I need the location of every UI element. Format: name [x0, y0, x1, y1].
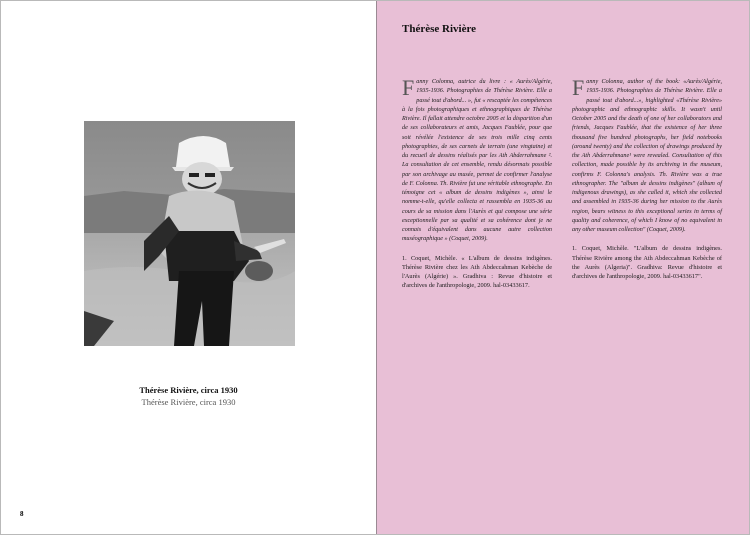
- english-footnote: 1. Coquet, Michèle. "L'album de dessins indigènes. Thérèse Rivière among the Ath Abdeccahman Kebèche of the Aurès (Algeria)". Gradhiva: Revue d'histoire et d'archives de l'anthropologie, 2009. hal-03433617".: [572, 245, 722, 281]
- french-column: [402, 75, 552, 291]
- english-body-text: anny Colonna, author of the book: «Aurès/Algérie, 1935-1936. Photographies de Thérèse Rivière. Elle a passé tout d'abord...», highlighted «Thérèse Rivière» photographic and ethnographic skills. It wasn't until October 2005 and the death of one of her collaborators and friends, Jacques Faublée, that the existence of her three thousand five hundred photographs, her field notebooks (around twenty) and the collection of drawings produced by the Ath Abderrahmane¹ were revealed. Consultation of this collection, made possible by its archiving in the museum, confirms F. Colonna's analysis. Th. Rivière was a true ethnographer. The "album de dessins indigènes" (album of indigenous drawings), as she called it, which she collected and assembled in 1935-36 during her mission to the Aurès region, bears witness to this exceptional series in terms of quality and coherence, of which I know of no equivalent in any other museum collection" (Coquet, 2009).: [572, 79, 722, 233]
- photo-caption-translation: Thérèse Rivière, circa 1930: [141, 397, 236, 407]
- page-number: 8: [20, 510, 24, 518]
- page-title: Thérèse Rivière: [402, 23, 477, 35]
- french-body-text: anny Colonna, autrice du livre : « Aurès/Algérie, 1935-1936. Photographies de Thérèse Rivière. Elle a passé tout d'abord... », fut « rescaptée les compétences à la fois photographiques et ethnographiques de Thérèse Rivière. Il fallait attendre octobre 2005 et la disparition d'un de ses collaborateurs et amis, Jacques Faublée, pour que soit révélée l'existence de ses trois mille cinq cents photographies, de ses carnets de terrain (une vingtaine) et du recueil de dessins réalisés par les Ath Abderrahmane ². La consultation de cet ensemble, rendu désormais possible par son archivage au musée, permet de confirmer l'analyse de F. Colonna. Th. Rivière fut une véritable ethnographe. En témoigne cet « album de dessins indigènes », ainsi le nomme-t-elle, qu'elle collecta et rassembla en 1935-36 au cours de sa mission dans l'Aurès et qui compose une série exceptionnelle par sa qualité et sa cohérence dont je ne connais d'équivalent dans aucune autre collection muséographique » (Coquet, 2009).: [402, 79, 552, 243]
- photo-caption: Thérèse Rivière, circa 1930: [139, 385, 238, 395]
- french-dropcap: F: [402, 75, 415, 100]
- english-dropcap: F: [572, 75, 585, 100]
- left-page: [1, 1, 376, 534]
- english-column: [572, 75, 722, 281]
- portrait-photo: [84, 121, 295, 346]
- right-page: [376, 1, 749, 534]
- photo-image: [84, 121, 295, 346]
- french-footnote: 1. Coquet, Michèle. « L'album de dessins indigènes. Thérèse Rivière chez les Ath Abdeccahman Kebèche de l'Aurès (Algérie) ». Gradhiva : Revue d'histoire et d'archives de l'anthropologie, 2009. hal-03433617.: [402, 254, 552, 290]
